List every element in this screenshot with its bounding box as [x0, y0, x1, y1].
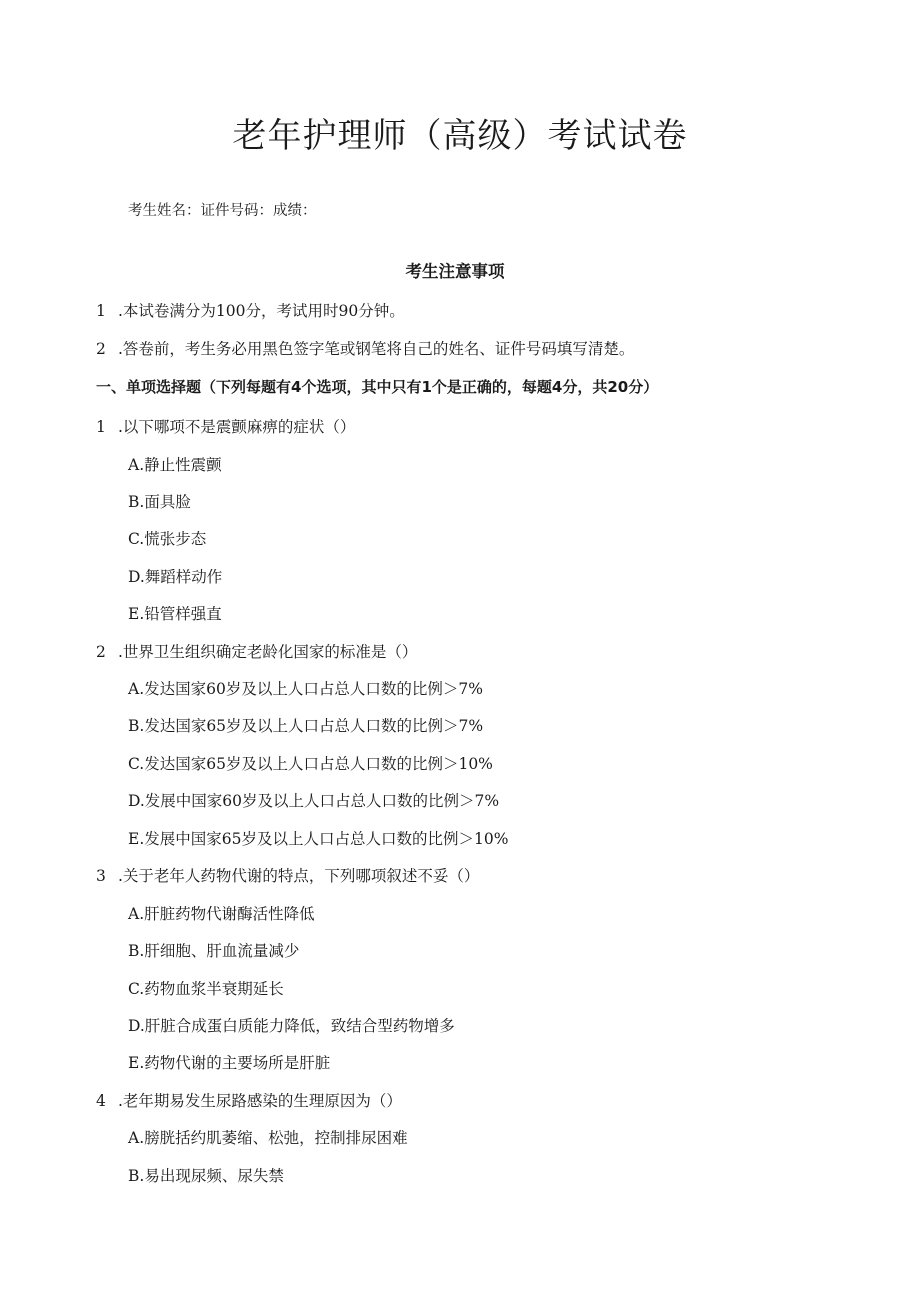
question-text: .老年期易发生尿路感染的生理原因为（） [118, 1092, 402, 1110]
notice-item [96, 337, 634, 359]
question-number: 1 [96, 418, 106, 436]
option-e: E.铅管样强直 [128, 605, 222, 623]
question [96, 640, 417, 662]
option-a: A.静止性震颤 [128, 456, 222, 474]
question-text: .以下哪项不是震颤麻痹的症状（） [118, 418, 356, 436]
exam-title: 老年护理师（高级）考试试卷 [232, 116, 688, 156]
notice-item-number: 1 [96, 302, 106, 320]
option-b: B.发达国家65岁及以上人口占总人口数的比例＞7% [128, 717, 484, 735]
option-a: A.发达国家60岁及以上人口占总人口数的比例＞7% [128, 680, 483, 698]
question [96, 1089, 402, 1111]
option-c: C.药物血浆半衰期延长 [128, 980, 284, 998]
notice-heading: 考生注意事项 [405, 262, 505, 281]
question-number: 4 [96, 1092, 106, 1110]
option-b: B.面具脸 [128, 493, 191, 511]
option-a: A.膀胱括约肌萎缩、松弛，控制排尿困难 [128, 1129, 408, 1147]
section-heading: 一、单项选择题（下列每题有4个选项，其中只有1个是正确的，每题4分，共20分） [96, 378, 659, 396]
question [96, 864, 479, 886]
question-text: .世界卫生组织确定老龄化国家的标准是（） [118, 643, 418, 661]
option-e: E.发展中国家65岁及以上人口占总人口数的比例＞10% [128, 830, 509, 848]
notice-item-number: 2 [96, 340, 106, 358]
option-c: C.慌张步态 [128, 530, 207, 548]
option-c: C.发达国家65岁及以上人口占总人口数的比例＞10% [128, 755, 493, 773]
question [96, 415, 355, 437]
option-d: D.舞蹈样动作 [128, 568, 223, 586]
question-number: 3 [96, 867, 106, 885]
candidate-info: 考生姓名：证件号码：成绩： [128, 203, 317, 219]
option-b: B.肝细胞、肝血流量减少 [128, 942, 300, 960]
option-a: A.肝脏药物代谢酶活性降低 [128, 905, 315, 923]
option-e: E.药物代谢的主要场所是肝脏 [128, 1054, 331, 1072]
notice-item-text: .答卷前，考生务必用黑色签字笔或钢笔将自己的姓名、证件号码填写清楚。 [118, 340, 635, 358]
option-d: D.发展中国家60岁及以上人口占总人口数的比例＞7% [128, 792, 500, 810]
notice-item-text: .本试卷满分为100分，考试用时90分钟。 [118, 302, 405, 320]
option-b: B.易出现尿频、尿失禁 [128, 1167, 284, 1185]
question-number: 2 [96, 643, 106, 661]
notice-item [96, 299, 405, 321]
question-text: .关于老年人药物代谢的特点，下列哪项叙述不妥（） [118, 867, 480, 885]
option-d: D.肝脏合成蛋白质能力降低，致结合型药物增多 [128, 1017, 455, 1035]
